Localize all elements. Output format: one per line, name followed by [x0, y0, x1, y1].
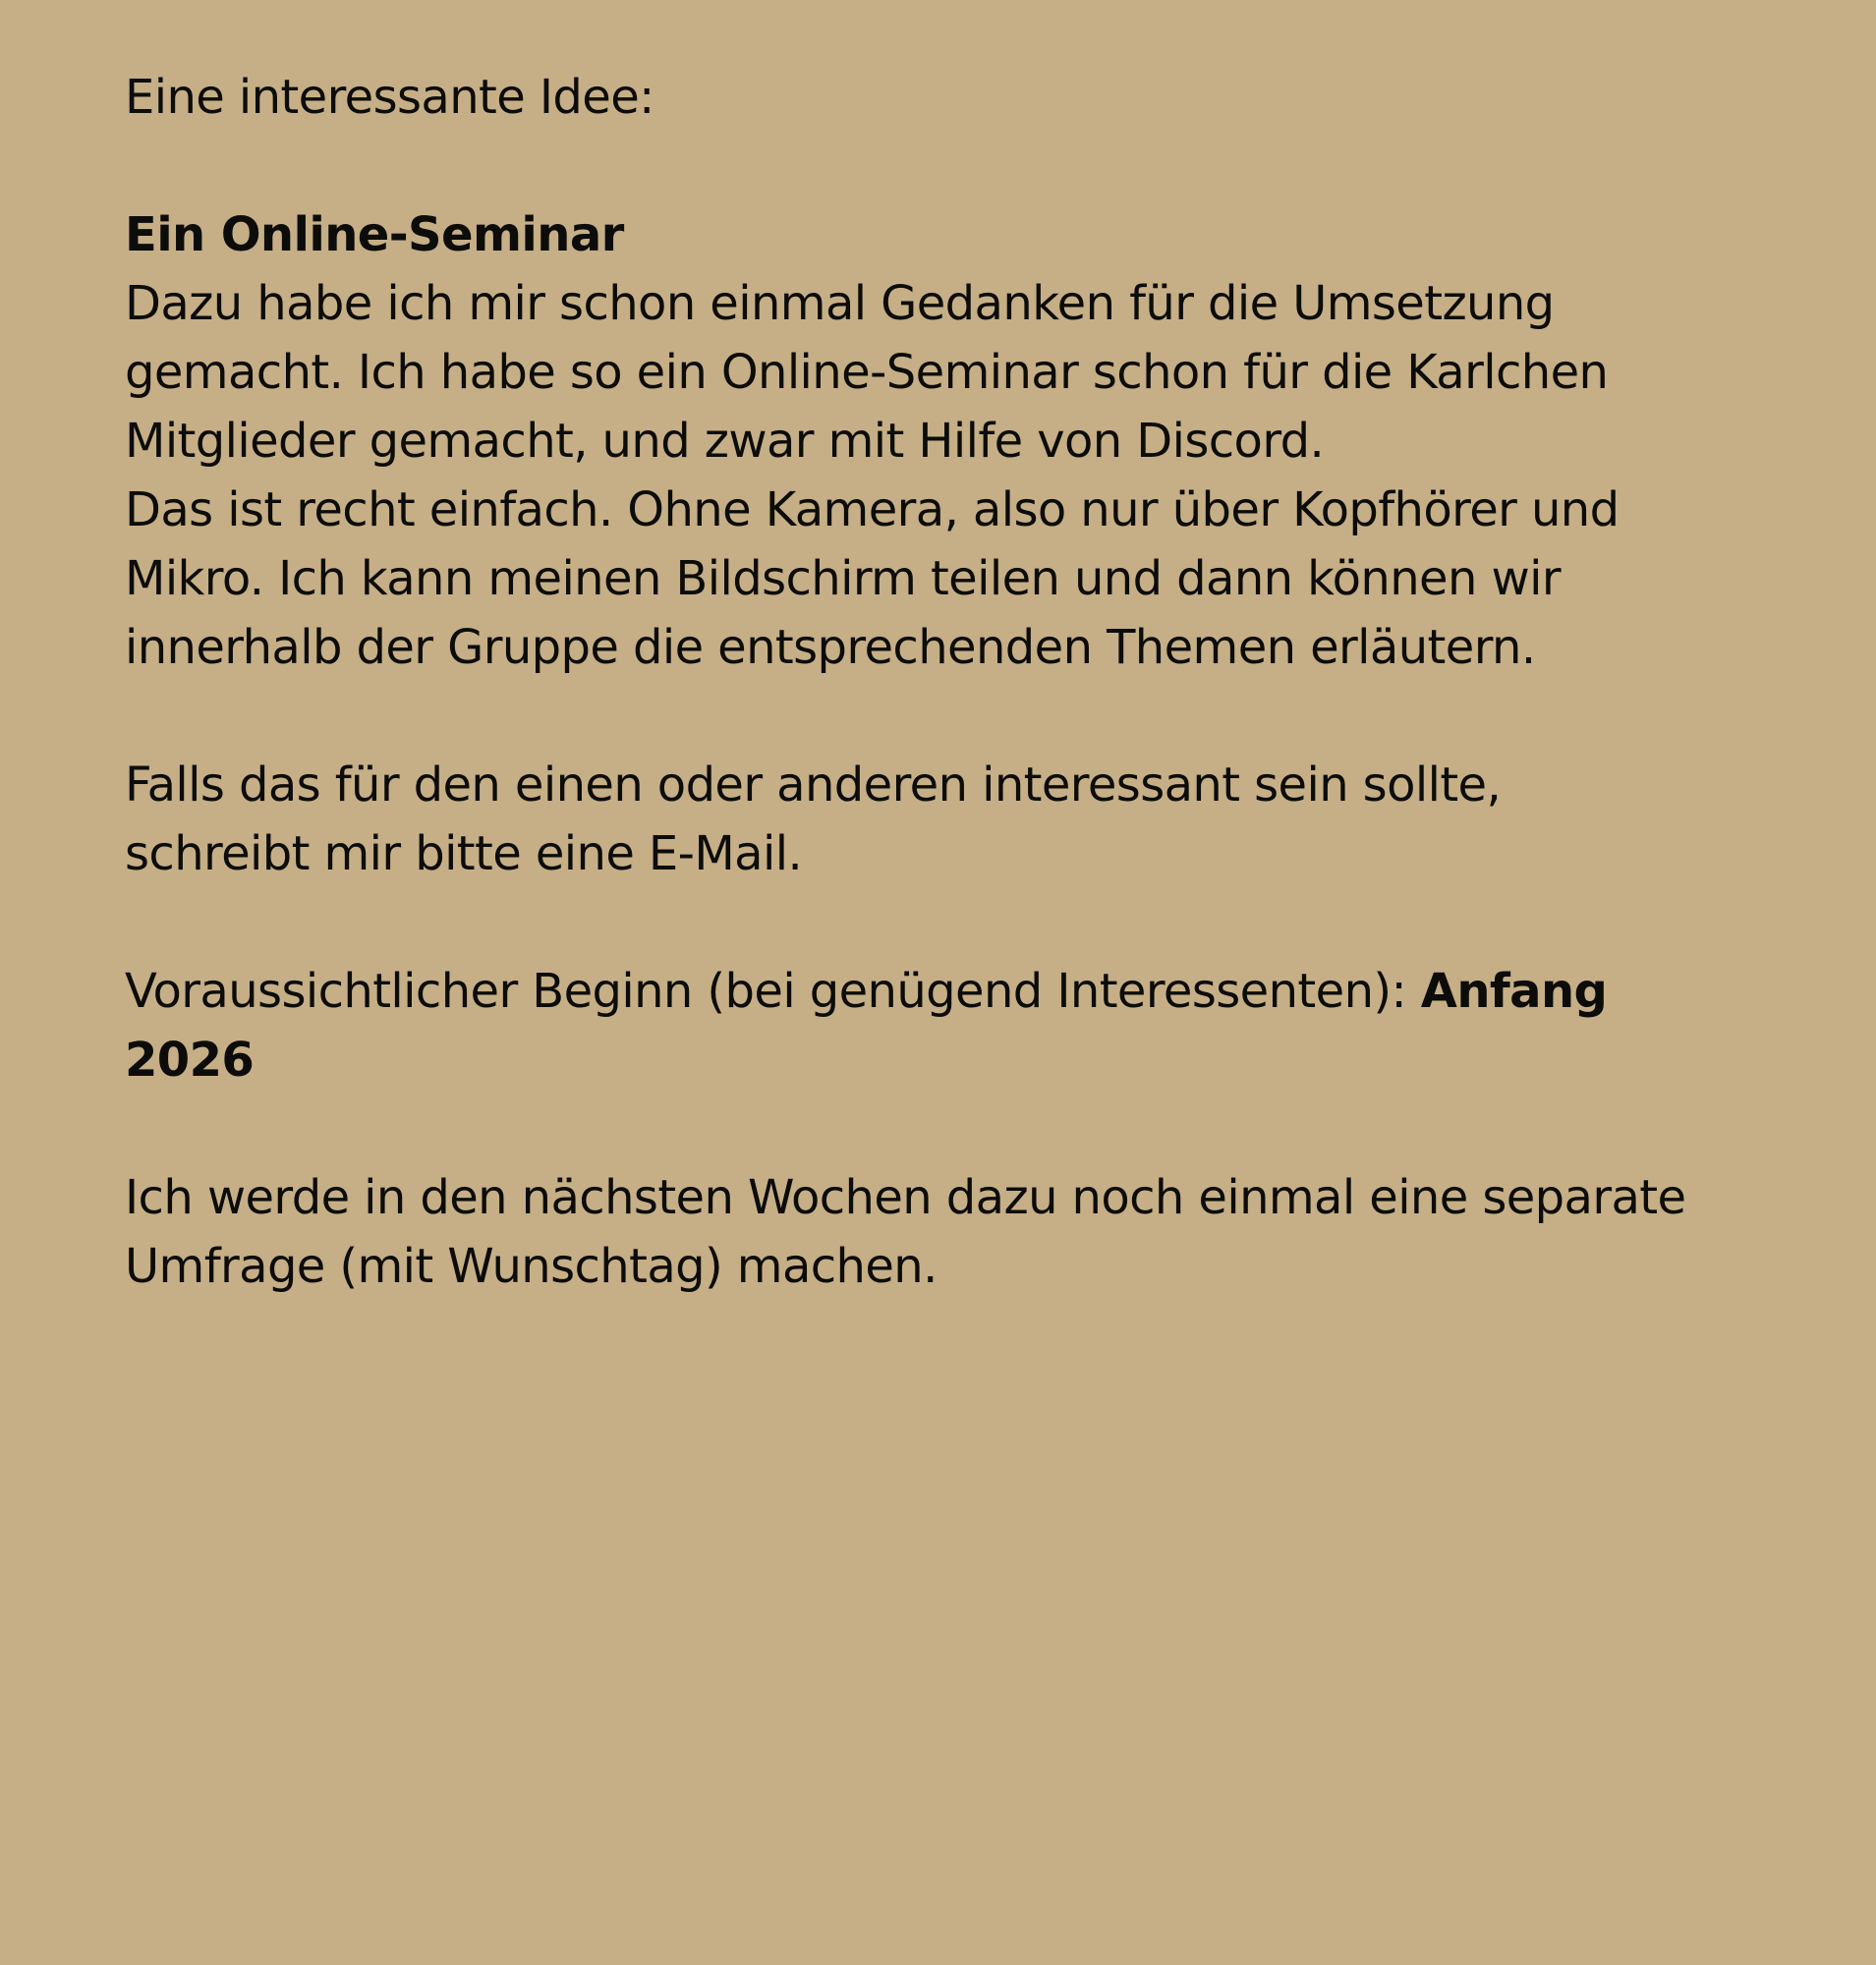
text-line: Ich werde in den nächsten Wochen dazu noch einmal eine separate	[125, 1170, 1686, 1225]
text-line	[125, 957, 1795, 1026]
text-line: gemacht. Ich habe so ein Online-Seminar schon für die Karlchen	[125, 345, 1609, 400]
text-line: Falls das für den einen oder anderen interessant sein sollte,	[125, 758, 1502, 813]
start-value-year: 2026	[125, 1033, 255, 1088]
spacer	[125, 888, 1795, 957]
text-line: schreibt mir bitte eine E-Mail.	[125, 826, 803, 881]
spacer	[125, 682, 1795, 751]
text-line: Mikro. Ich kann meinen Bildschirm teilen und dann können wir	[125, 551, 1561, 606]
intro-text: Eine interessante Idee:	[125, 70, 654, 125]
start-label: Voraussichtlicher Beginn (bei genügend Interessenten):	[125, 964, 1421, 1019]
spacer	[125, 132, 1795, 200]
text-line: Umfrage (mit Wunschtag) machen.	[125, 1239, 938, 1294]
text-line: Dazu habe ich mir schon einmal Gedanken für die Umsetzung	[125, 276, 1555, 331]
survey-paragraph	[125, 1163, 1795, 1301]
start-date-paragraph	[125, 957, 1795, 1095]
start-value: Anfang	[1420, 964, 1608, 1019]
document-body	[125, 63, 1795, 1301]
description-paragraph	[125, 269, 1795, 682]
text-line: innerhalb der Gruppe die entsprechenden Themen erläutern.	[125, 620, 1536, 675]
text-line: Das ist recht einfach. Ohne Kamera, also nur über Kopfhörer und	[125, 482, 1620, 537]
text-line: Mitglieder gemacht, und zwar mit Hilfe von Discord.	[125, 414, 1325, 469]
section-heading: Ein Online-Seminar	[125, 207, 624, 262]
spacer	[125, 1095, 1795, 1163]
contact-paragraph	[125, 751, 1795, 888]
